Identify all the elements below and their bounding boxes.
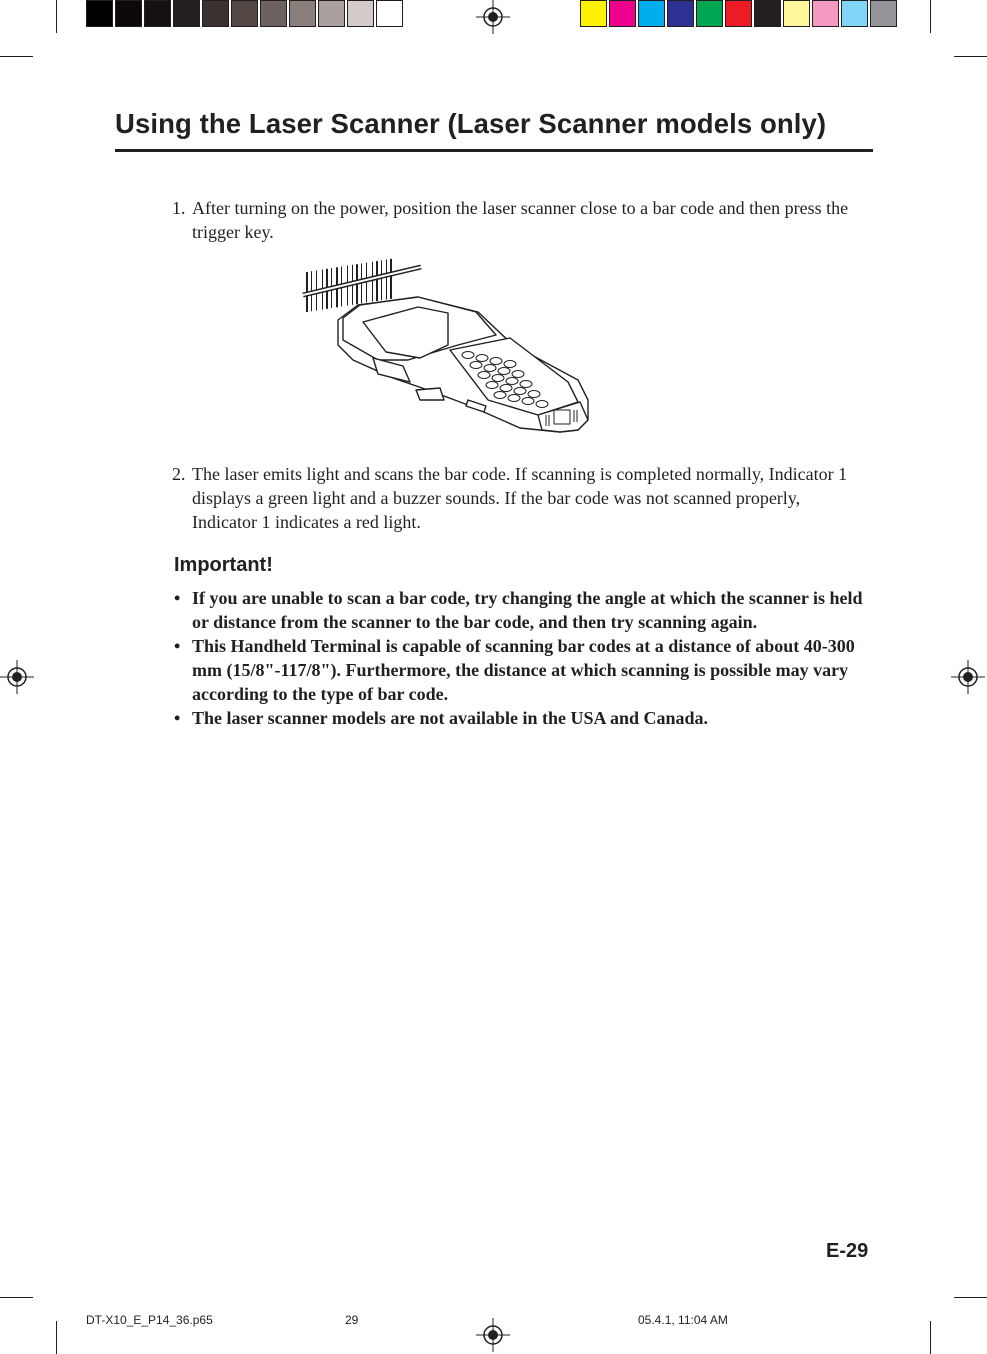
keypad-key <box>462 352 474 359</box>
keypad-key <box>520 381 532 388</box>
color-swatch <box>667 0 694 27</box>
step-2 <box>172 462 862 534</box>
keypad-key <box>492 375 504 382</box>
step-number: 1. <box>172 198 186 218</box>
crop-mark <box>56 1321 57 1354</box>
list-item <box>174 706 874 730</box>
color-swatch <box>289 0 316 27</box>
color-swatch <box>173 0 200 27</box>
barcode-bar <box>381 260 382 300</box>
list-item <box>174 634 874 706</box>
footer-page: 29 <box>345 1313 359 1327</box>
barcode-bar <box>376 261 378 301</box>
keypad-key <box>504 361 516 368</box>
keypad-key <box>498 368 510 375</box>
color-swatch <box>841 0 868 27</box>
keypad-key <box>490 358 502 365</box>
color-swatch <box>812 0 839 27</box>
barcode-bar <box>390 259 392 299</box>
page-title: Using the Laser Scanner (Laser Scanner models only) <box>115 108 827 139</box>
list-item-text: The laser scanner models are not available in the USA and Canada. <box>192 708 709 728</box>
step-text: After turning on the power, position the laser scanner close to a bar code and then press the trigger key. <box>192 198 849 242</box>
color-swatch <box>202 0 229 27</box>
keypad-key <box>522 398 534 405</box>
color-swatch <box>86 0 113 27</box>
color-swatch <box>696 0 723 27</box>
keypad-key <box>494 392 506 399</box>
registration-mark-icon <box>476 1318 510 1352</box>
color-swatch <box>870 0 897 27</box>
barcode-bar <box>372 262 373 302</box>
registration-mark-icon <box>951 660 985 694</box>
scanner-illustration <box>298 250 598 445</box>
handheld-terminal-icon <box>338 297 588 432</box>
color-swatch <box>609 0 636 27</box>
color-swatch <box>347 0 374 27</box>
keypad-key <box>528 391 540 398</box>
registration-mark-icon <box>476 0 510 34</box>
page-number: E-29 <box>826 1240 869 1262</box>
bullet-icon: • <box>174 708 181 728</box>
list-item-text: If you are unable to scan a bar code, try changing the angle at which the scanner is held or distance from the scanner to the bar code, and then try scanning again. <box>192 588 863 632</box>
color-swatch <box>638 0 665 27</box>
keypad-key <box>512 371 524 378</box>
crop-mark <box>930 1321 931 1354</box>
color-swatch <box>231 0 258 27</box>
barcode-bar <box>366 263 367 303</box>
color-swatch <box>376 0 403 27</box>
crop-mark <box>56 0 57 33</box>
keypad-key <box>500 385 512 392</box>
color-swatch <box>115 0 142 27</box>
title-underline <box>115 149 873 152</box>
step-1 <box>172 196 862 244</box>
barcode-bar <box>386 259 387 299</box>
keypad-key <box>536 401 548 408</box>
color-swatch <box>318 0 345 27</box>
crop-mark <box>954 1297 987 1298</box>
list-item <box>174 586 874 634</box>
keypad-key <box>508 395 520 402</box>
footer-timestamp: 05.4.1, 11:04 AM <box>638 1313 728 1327</box>
step-number: 2. <box>172 464 186 484</box>
color-swatch <box>725 0 752 27</box>
registration-mark-icon <box>0 660 34 694</box>
bullet-icon: • <box>174 636 181 656</box>
color-swatch <box>783 0 810 27</box>
color-swatch <box>144 0 171 27</box>
crop-mark <box>0 56 33 57</box>
footer-filename: DT-X10_E_P14_36.p65 <box>86 1313 213 1327</box>
keypad-key <box>486 382 498 389</box>
bullet-icon: • <box>174 588 181 608</box>
color-swatch <box>580 0 607 27</box>
keypad-key <box>506 378 518 385</box>
step-text: The laser emits light and scans the bar code. If scanning is completed normally, Indicator 1 displays a green light and a buzzer sounds. If the bar code was not scanned properly, Indicator 1 indicates a red light. <box>192 464 848 532</box>
color-swatch <box>754 0 781 27</box>
keypad-key <box>478 372 490 379</box>
important-heading: Important! <box>174 554 273 576</box>
color-bar <box>580 0 899 27</box>
crop-mark <box>954 56 987 57</box>
crop-mark <box>930 0 931 33</box>
keypad-key <box>514 388 526 395</box>
keypad-key <box>484 365 496 372</box>
color-swatch <box>260 0 287 27</box>
list-item-text: This Handheld Terminal is capable of scanning bar codes at a distance of about 40-300 mm (15/8"-117/8"). Furthermore, the distance at which scanning is possible may vary according to the type of bar code. <box>192 636 855 704</box>
important-list <box>174 586 874 730</box>
crop-mark <box>0 1297 33 1298</box>
grayscale-bar <box>86 0 405 27</box>
keypad-key <box>476 355 488 362</box>
keypad-key <box>470 362 482 369</box>
